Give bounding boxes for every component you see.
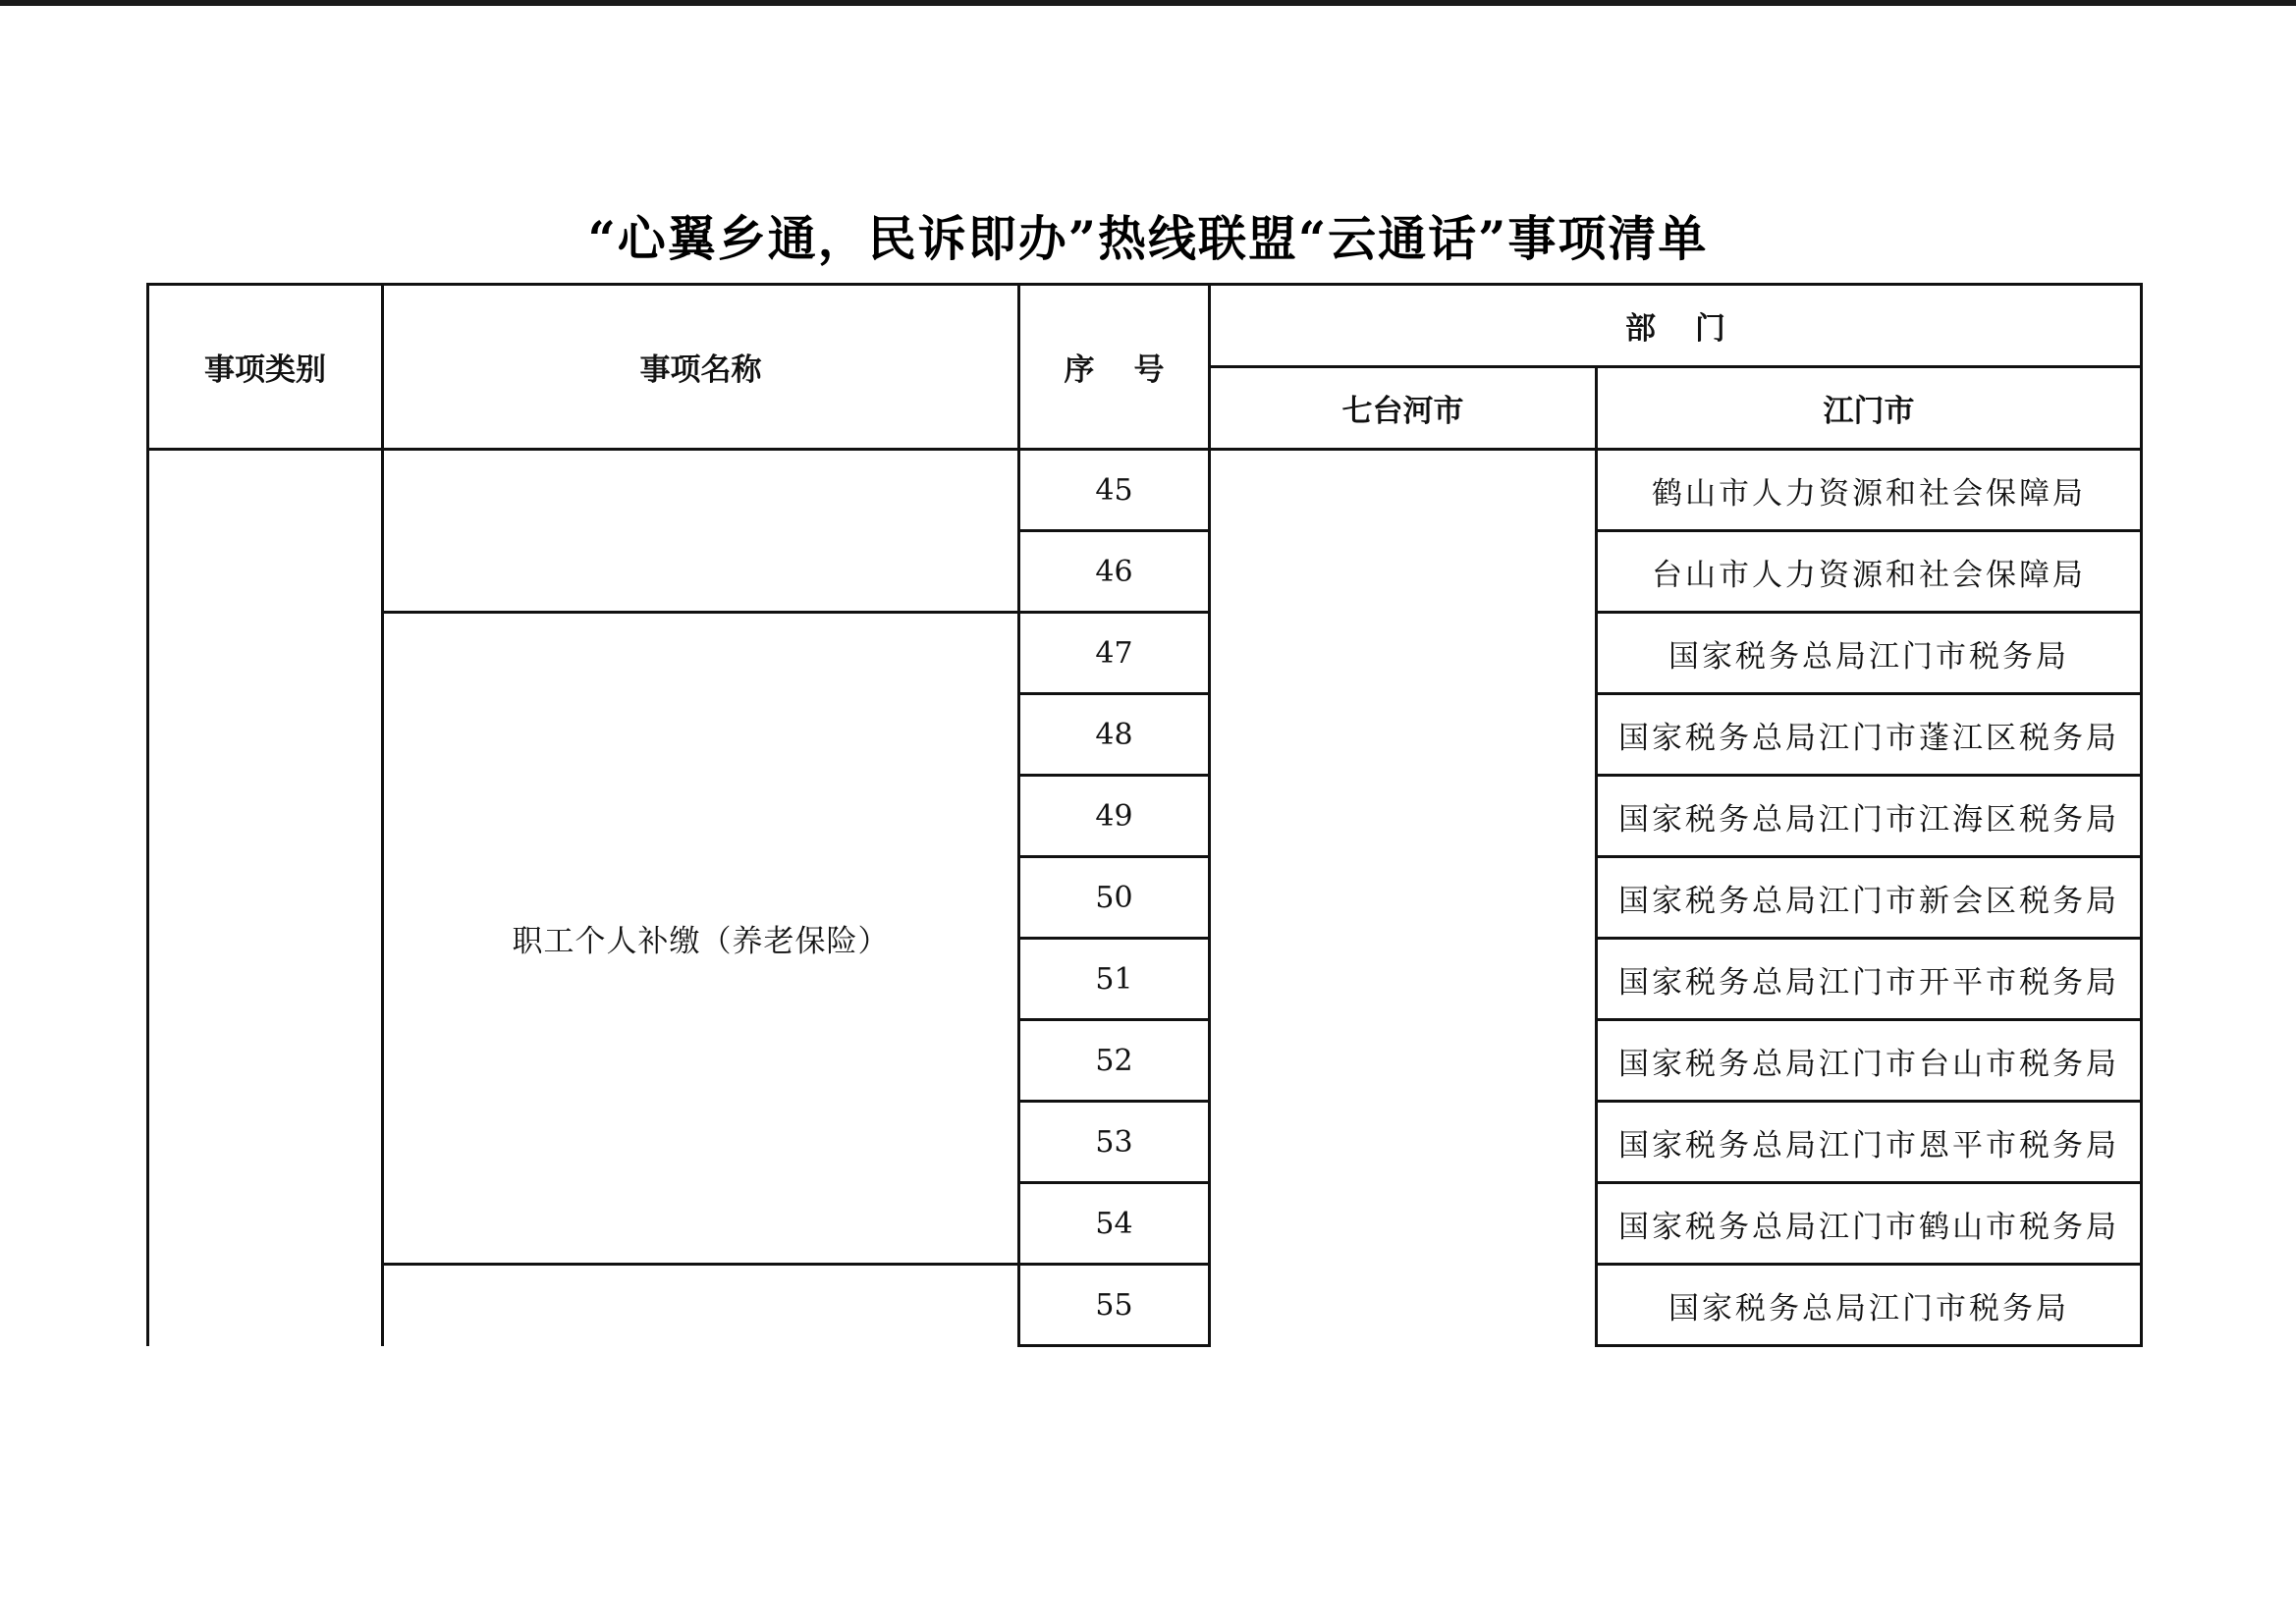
seq-cell: 47 — [1019, 613, 1210, 694]
seq-cell: 53 — [1019, 1102, 1210, 1183]
seq-cell: 46 — [1019, 531, 1210, 613]
seq-cell: 50 — [1019, 857, 1210, 939]
jiangmen-dept-cell: 国家税务总局江门市蓬江区税务局 — [1597, 694, 2142, 776]
jiangmen-dept-cell: 国家税务总局江门市税务局 — [1597, 613, 2142, 694]
header-qitaihe: 七台河市 — [1210, 367, 1597, 450]
table-row — [148, 1265, 2142, 1346]
seq-cell: 52 — [1019, 1020, 1210, 1102]
qitaihe-cell — [1210, 450, 1597, 1346]
item-name-cell — [383, 450, 1019, 613]
matters-table — [146, 283, 2143, 1347]
page-title: “心翼乡通，民诉即办”热线联盟“云通话”事项清单 — [587, 210, 1709, 267]
header-seq: 序号 — [1019, 285, 1210, 450]
seq-cell: 45 — [1019, 450, 1210, 531]
seq-cell: 55 — [1019, 1265, 1210, 1346]
jiangmen-dept-cell: 国家税务总局江门市税务局 — [1597, 1265, 2142, 1346]
category-cell — [148, 450, 383, 1346]
item-name-cell: 职工个人补缴（养老保险） — [383, 613, 1019, 1265]
seq-cell: 49 — [1019, 776, 1210, 857]
jiangmen-dept-cell: 台山市人力资源和社会保障局 — [1597, 531, 2142, 613]
header-department: 部门 — [1210, 285, 2142, 367]
jiangmen-dept-cell: 国家税务总局江门市恩平市税务局 — [1597, 1102, 2142, 1183]
table-row — [148, 613, 2142, 694]
header-category: 事项类别 — [148, 285, 383, 450]
jiangmen-dept-cell: 国家税务总局江门市开平市税务局 — [1597, 939, 2142, 1020]
scan-top-edge — [0, 0, 2296, 6]
jiangmen-dept-cell: 国家税务总局江门市鹤山市税务局 — [1597, 1183, 2142, 1265]
header-row — [148, 285, 2142, 367]
header-jiangmen: 江门市 — [1597, 367, 2142, 450]
jiangmen-dept-cell: 国家税务总局江门市台山市税务局 — [1597, 1020, 2142, 1102]
jiangmen-dept-cell: 国家税务总局江门市新会区税务局 — [1597, 857, 2142, 939]
table-row — [148, 450, 2142, 531]
seq-cell: 54 — [1019, 1183, 1210, 1265]
item-name-cell — [383, 1265, 1019, 1346]
jiangmen-dept-cell: 国家税务总局江门市江海区税务局 — [1597, 776, 2142, 857]
seq-cell: 48 — [1019, 694, 1210, 776]
seq-cell: 51 — [1019, 939, 1210, 1020]
jiangmen-dept-cell: 鹤山市人力资源和社会保障局 — [1597, 450, 2142, 531]
header-item-name: 事项名称 — [383, 285, 1019, 450]
